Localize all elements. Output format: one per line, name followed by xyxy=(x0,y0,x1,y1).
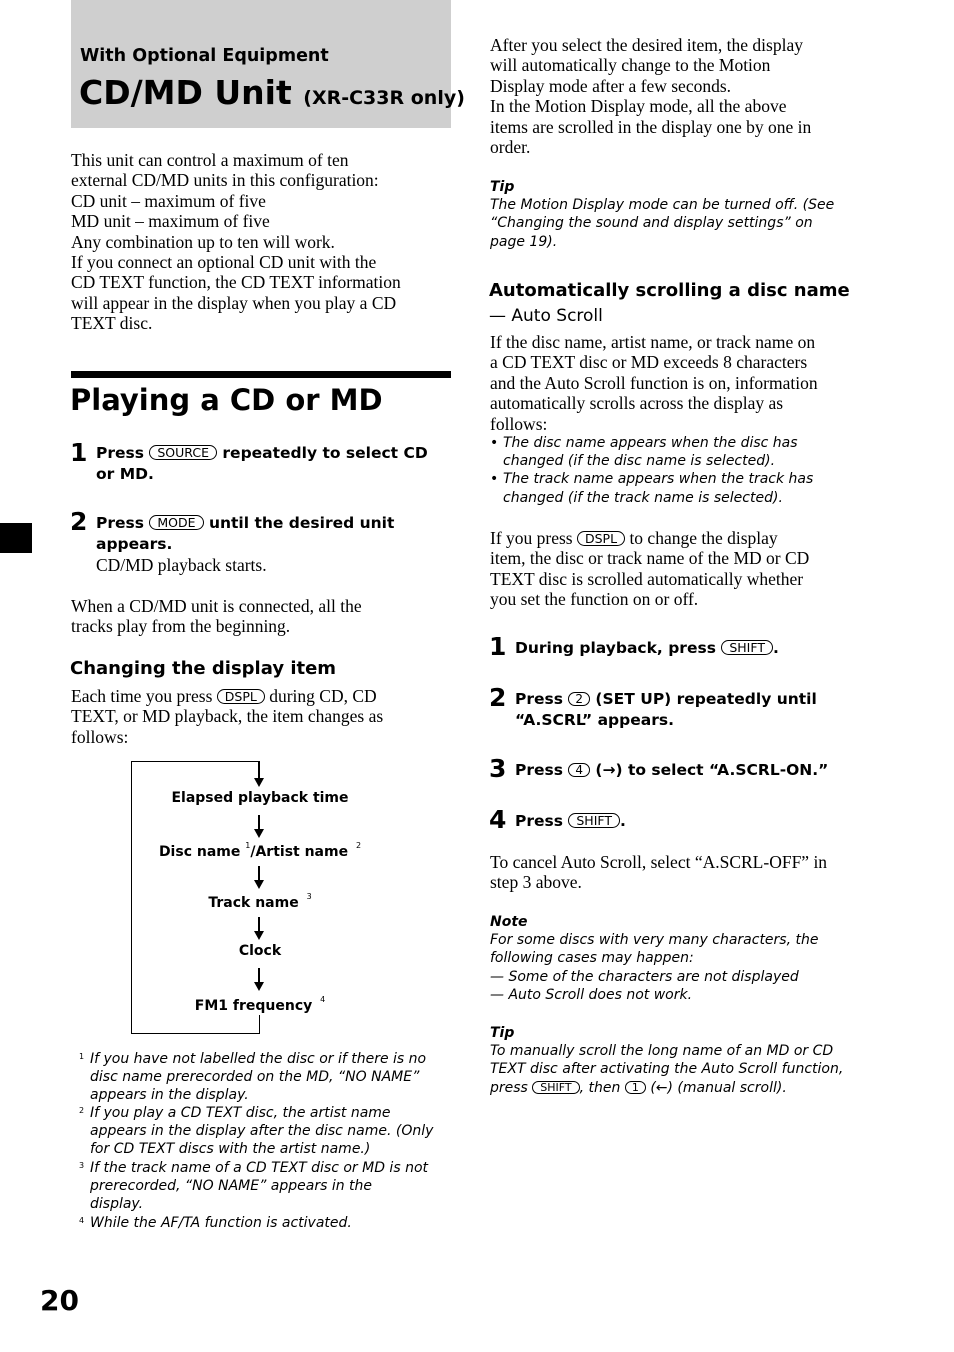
step-body: CD/MD playback starts. xyxy=(96,555,267,575)
flow-arrow-shaft xyxy=(258,917,260,932)
step-text-line2: appears. xyxy=(96,535,173,553)
footnote-line: If you have not labelled the disc or if there is no xyxy=(90,1051,427,1067)
flow-arrow-head xyxy=(254,931,264,940)
number-4-key: 4 xyxy=(568,763,590,777)
intro-line: MD unit – maximum of five xyxy=(71,211,270,232)
tip-motion xyxy=(490,178,890,251)
change-line: follows: xyxy=(71,726,129,747)
step-text xyxy=(515,689,895,731)
step-text-pre: Press xyxy=(515,761,563,779)
section-rule xyxy=(71,371,451,378)
section-header-box xyxy=(71,0,465,128)
source-key: SOURCE xyxy=(149,445,217,460)
bullet-line: changed (if the disc name is selected). xyxy=(503,453,776,470)
flow-arrow-shaft xyxy=(258,968,260,983)
note-block xyxy=(490,913,890,1004)
cancel-paragraph xyxy=(490,852,890,893)
intro-line: external CD/MD units in this configuration: xyxy=(71,170,379,191)
bullet-line: The disc name appears when the disc has xyxy=(503,435,798,451)
footnote-line: appears in the display. xyxy=(90,1087,249,1104)
change-display-paragraph xyxy=(71,686,456,747)
intro-line: This unit can control a maximum of ten xyxy=(71,150,349,170)
footnote-text xyxy=(90,1214,460,1232)
footnote-line: If you play a CD TEXT disc, the artist name xyxy=(90,1105,391,1121)
footnote-number: 3 xyxy=(79,1161,85,1170)
intro-line: CD unit – maximum of five xyxy=(71,190,266,211)
bullet-dot: • xyxy=(490,435,499,451)
section-title: Playing a CD or MD xyxy=(70,383,383,417)
step-text-line2: or MD. xyxy=(96,465,154,483)
step-number: 2 xyxy=(70,507,88,536)
dspl-key: DSPL xyxy=(217,689,265,704)
step-text-pre: Press xyxy=(96,514,144,532)
step-text-pre: Press xyxy=(515,690,563,708)
intro-line: If you connect an optional CD unit with the xyxy=(71,252,377,273)
shift-key: SHIFT xyxy=(568,813,620,828)
number-2-key: 2 xyxy=(568,692,590,706)
auto-line: If the disc name, artist name, or track name on xyxy=(490,332,816,352)
footnote-line: If the track name of a CD TEXT disc or MD is not xyxy=(90,1160,428,1176)
bullet-dot: • xyxy=(490,471,499,488)
intro-paragraph xyxy=(71,150,456,334)
footnote-text xyxy=(90,1104,460,1159)
footnote-number: 1 xyxy=(79,1052,85,1061)
step-text xyxy=(515,638,895,659)
intro-line: TEXT disc. xyxy=(71,313,153,334)
step-text-pre: Press xyxy=(96,444,144,462)
dspl-line: TEXT disc is scrolled automatically whether xyxy=(490,568,804,589)
step-text xyxy=(515,760,895,781)
auto-line: and the Auto Scroll function is on, information xyxy=(490,372,818,393)
auto-line: follows: xyxy=(490,413,548,434)
step-text-line2: “A.SCRL” appears. xyxy=(515,711,674,729)
connected-paragraph xyxy=(71,596,362,637)
dspl-key: DSPL xyxy=(577,531,625,546)
tip-line xyxy=(490,1079,900,1097)
change-line: TEXT, or MD playback, the item changes as xyxy=(71,706,384,727)
bullet-item xyxy=(490,470,890,506)
shift-key: SHIFT xyxy=(721,640,773,655)
dspl-paragraph xyxy=(490,528,890,610)
intro-line: CD TEXT function, the CD TEXT information xyxy=(71,272,401,293)
tip-line: TEXT disc after activating the Auto Scroll function, xyxy=(490,1061,844,1078)
tip-line: “Changing the sound and display settings” on xyxy=(490,215,813,232)
tip-line: The Motion Display mode can be turned off. (See xyxy=(490,197,835,214)
dspl-line-post: to change the display xyxy=(629,528,778,548)
footnote-marker: 3 xyxy=(306,892,312,901)
motion-line: order. xyxy=(490,137,531,158)
flow-item-elapsed: Elapsed playback time xyxy=(171,790,349,806)
footnote-number: 4 xyxy=(79,1216,85,1225)
flow-track-name: Track name xyxy=(208,895,299,911)
loop-line-right xyxy=(259,1015,260,1034)
cancel-line: step 3 above. xyxy=(490,872,582,893)
flow-item-disc-artist xyxy=(130,841,390,860)
edge-tab-marker xyxy=(0,523,32,553)
page-number: 20 xyxy=(40,1284,79,1317)
footnote-line: prerecorded, “NO NAME” appears in the xyxy=(90,1178,373,1195)
flow-disc-name: Disc name xyxy=(158,844,241,860)
step-text xyxy=(96,443,456,485)
intro-line: Any combination up to ten will work. xyxy=(71,231,335,252)
tip-line-post: (←) (manual scroll). xyxy=(650,1079,787,1096)
footnote-line: appears in the display after the disc name. (Only xyxy=(90,1123,434,1140)
footnote-marker: 2 xyxy=(355,841,362,850)
cancel-line: To cancel Auto Scroll, select “A.SCRL-OFF” in xyxy=(490,852,828,872)
motion-line: In the Motion Display mode, all the above xyxy=(490,96,787,117)
subheading-auto-scroll-sub: — Auto Scroll xyxy=(489,306,603,326)
note-line: following cases may happen: xyxy=(490,950,694,967)
note-line: For some discs with very many characters, the xyxy=(490,932,819,949)
bullet-item xyxy=(490,434,890,470)
flow-fm1-frequency: FM1 frequency xyxy=(194,998,313,1014)
flow-arrow-head xyxy=(254,829,264,838)
bullet-line: The track name appears when the track has xyxy=(503,471,814,488)
step-text-post: . xyxy=(620,812,626,830)
flow-arrow-shaft xyxy=(258,866,260,881)
dspl-line-pre: If you press xyxy=(490,528,573,548)
auto-scroll-paragraph xyxy=(490,332,890,434)
footnote-line: disc name prerecorded on the MD, “NO NAME” xyxy=(90,1069,420,1086)
header-title-suffix: (XR-C33R only) xyxy=(303,87,465,109)
loop-line-top xyxy=(131,761,260,762)
footnote-marker: 1 xyxy=(245,841,251,850)
connected-line: When a CD/MD unit is connected, all the xyxy=(71,596,362,616)
subheading-auto-scroll: Automatically scrolling a disc name xyxy=(489,280,850,301)
tip-label: Tip xyxy=(490,179,515,195)
footnote-marker: 4 xyxy=(320,995,326,1004)
step-text xyxy=(96,513,456,555)
auto-line: automatically scrolls across the display as xyxy=(490,393,784,414)
dspl-line: you set the function on or off. xyxy=(490,589,699,610)
step-text-pre: During playback, press xyxy=(515,639,716,657)
motion-display-paragraph xyxy=(490,35,890,157)
tip-line: To manually scroll the long name of an MD or CD xyxy=(490,1043,834,1060)
note-line: — Auto Scroll does not work. xyxy=(490,986,693,1003)
bullet-line: changed (if the track name is selected). xyxy=(503,489,783,506)
flow-item-track xyxy=(130,892,390,911)
tip-line-mid: , then xyxy=(579,1079,621,1096)
flow-arrow-head xyxy=(254,982,264,991)
step-number: 2 xyxy=(489,683,507,712)
header-title xyxy=(79,73,465,118)
dspl-line: item, the disc or track name of the MD or CD xyxy=(490,548,810,569)
step-text xyxy=(515,811,895,832)
tip-label: Tip xyxy=(490,1025,515,1041)
flow-arrow-shaft xyxy=(258,815,260,830)
note-line: — Some of the characters are not displayed xyxy=(490,968,799,985)
auto-scroll-bullets xyxy=(490,434,890,507)
tip-line-pre: press xyxy=(490,1079,528,1096)
tip-line: page 19). xyxy=(490,233,558,250)
flow-arrow-head xyxy=(254,778,264,787)
subheading-change-display: Changing the display item xyxy=(70,658,337,679)
number-1-key: 1 xyxy=(625,1081,646,1094)
auto-line: a CD TEXT disc or MD exceeds 8 characters xyxy=(490,352,808,373)
mode-key: MODE xyxy=(149,515,203,530)
step-text-post: . xyxy=(772,639,779,657)
change-line-post: during CD, CD xyxy=(269,686,377,706)
motion-line: Display mode after a few seconds. xyxy=(490,75,732,96)
step-text-post: until the desired unit xyxy=(208,514,395,532)
flow-arrow-shaft xyxy=(258,761,260,779)
shift-key: SHIFT xyxy=(532,1081,579,1094)
step-number: 1 xyxy=(489,632,507,661)
note-label: Note xyxy=(490,914,528,930)
header-title-main: CD/MD Unit xyxy=(79,73,292,112)
change-line-pre: Each time you press xyxy=(71,686,213,706)
footnote-text xyxy=(90,1050,460,1105)
step-text-pre: Press xyxy=(515,812,563,830)
step-number: 3 xyxy=(489,754,507,783)
footnote-line: While the AF/TA function is activated. xyxy=(90,1215,352,1231)
footnote-number: 2 xyxy=(79,1106,85,1115)
step-text-post: (→) to select “A.SCRL-ON.” xyxy=(595,761,829,779)
footnote-line: display. xyxy=(90,1196,144,1213)
flow-item-fm1 xyxy=(130,995,390,1014)
step-number: 4 xyxy=(489,805,507,834)
tip-manual-scroll xyxy=(490,1024,900,1097)
footnote-text xyxy=(90,1159,460,1214)
flow-arrow-head xyxy=(254,880,264,889)
header-kicker: With Optional Equipment xyxy=(80,46,329,66)
step-number: 1 xyxy=(70,438,88,467)
motion-line: will automatically change to the Motion xyxy=(490,55,771,76)
step-text-post: repeatedly to select CD xyxy=(222,444,428,462)
flow-item-clock: Clock xyxy=(238,943,282,959)
motion-line: items are scrolled in the display one by one in xyxy=(490,116,812,137)
footnote-line: for CD TEXT discs with the artist name.) xyxy=(90,1141,371,1158)
connected-line: tracks play from the beginning. xyxy=(71,616,291,637)
step-text-post: (SET UP) repeatedly until xyxy=(595,690,817,708)
intro-line: will appear in the display when you play a CD xyxy=(71,292,397,313)
flow-artist-name: /Artist name xyxy=(250,844,349,860)
motion-line: After you select the desired item, the display xyxy=(490,35,803,55)
loop-line-bottom xyxy=(131,1033,260,1034)
